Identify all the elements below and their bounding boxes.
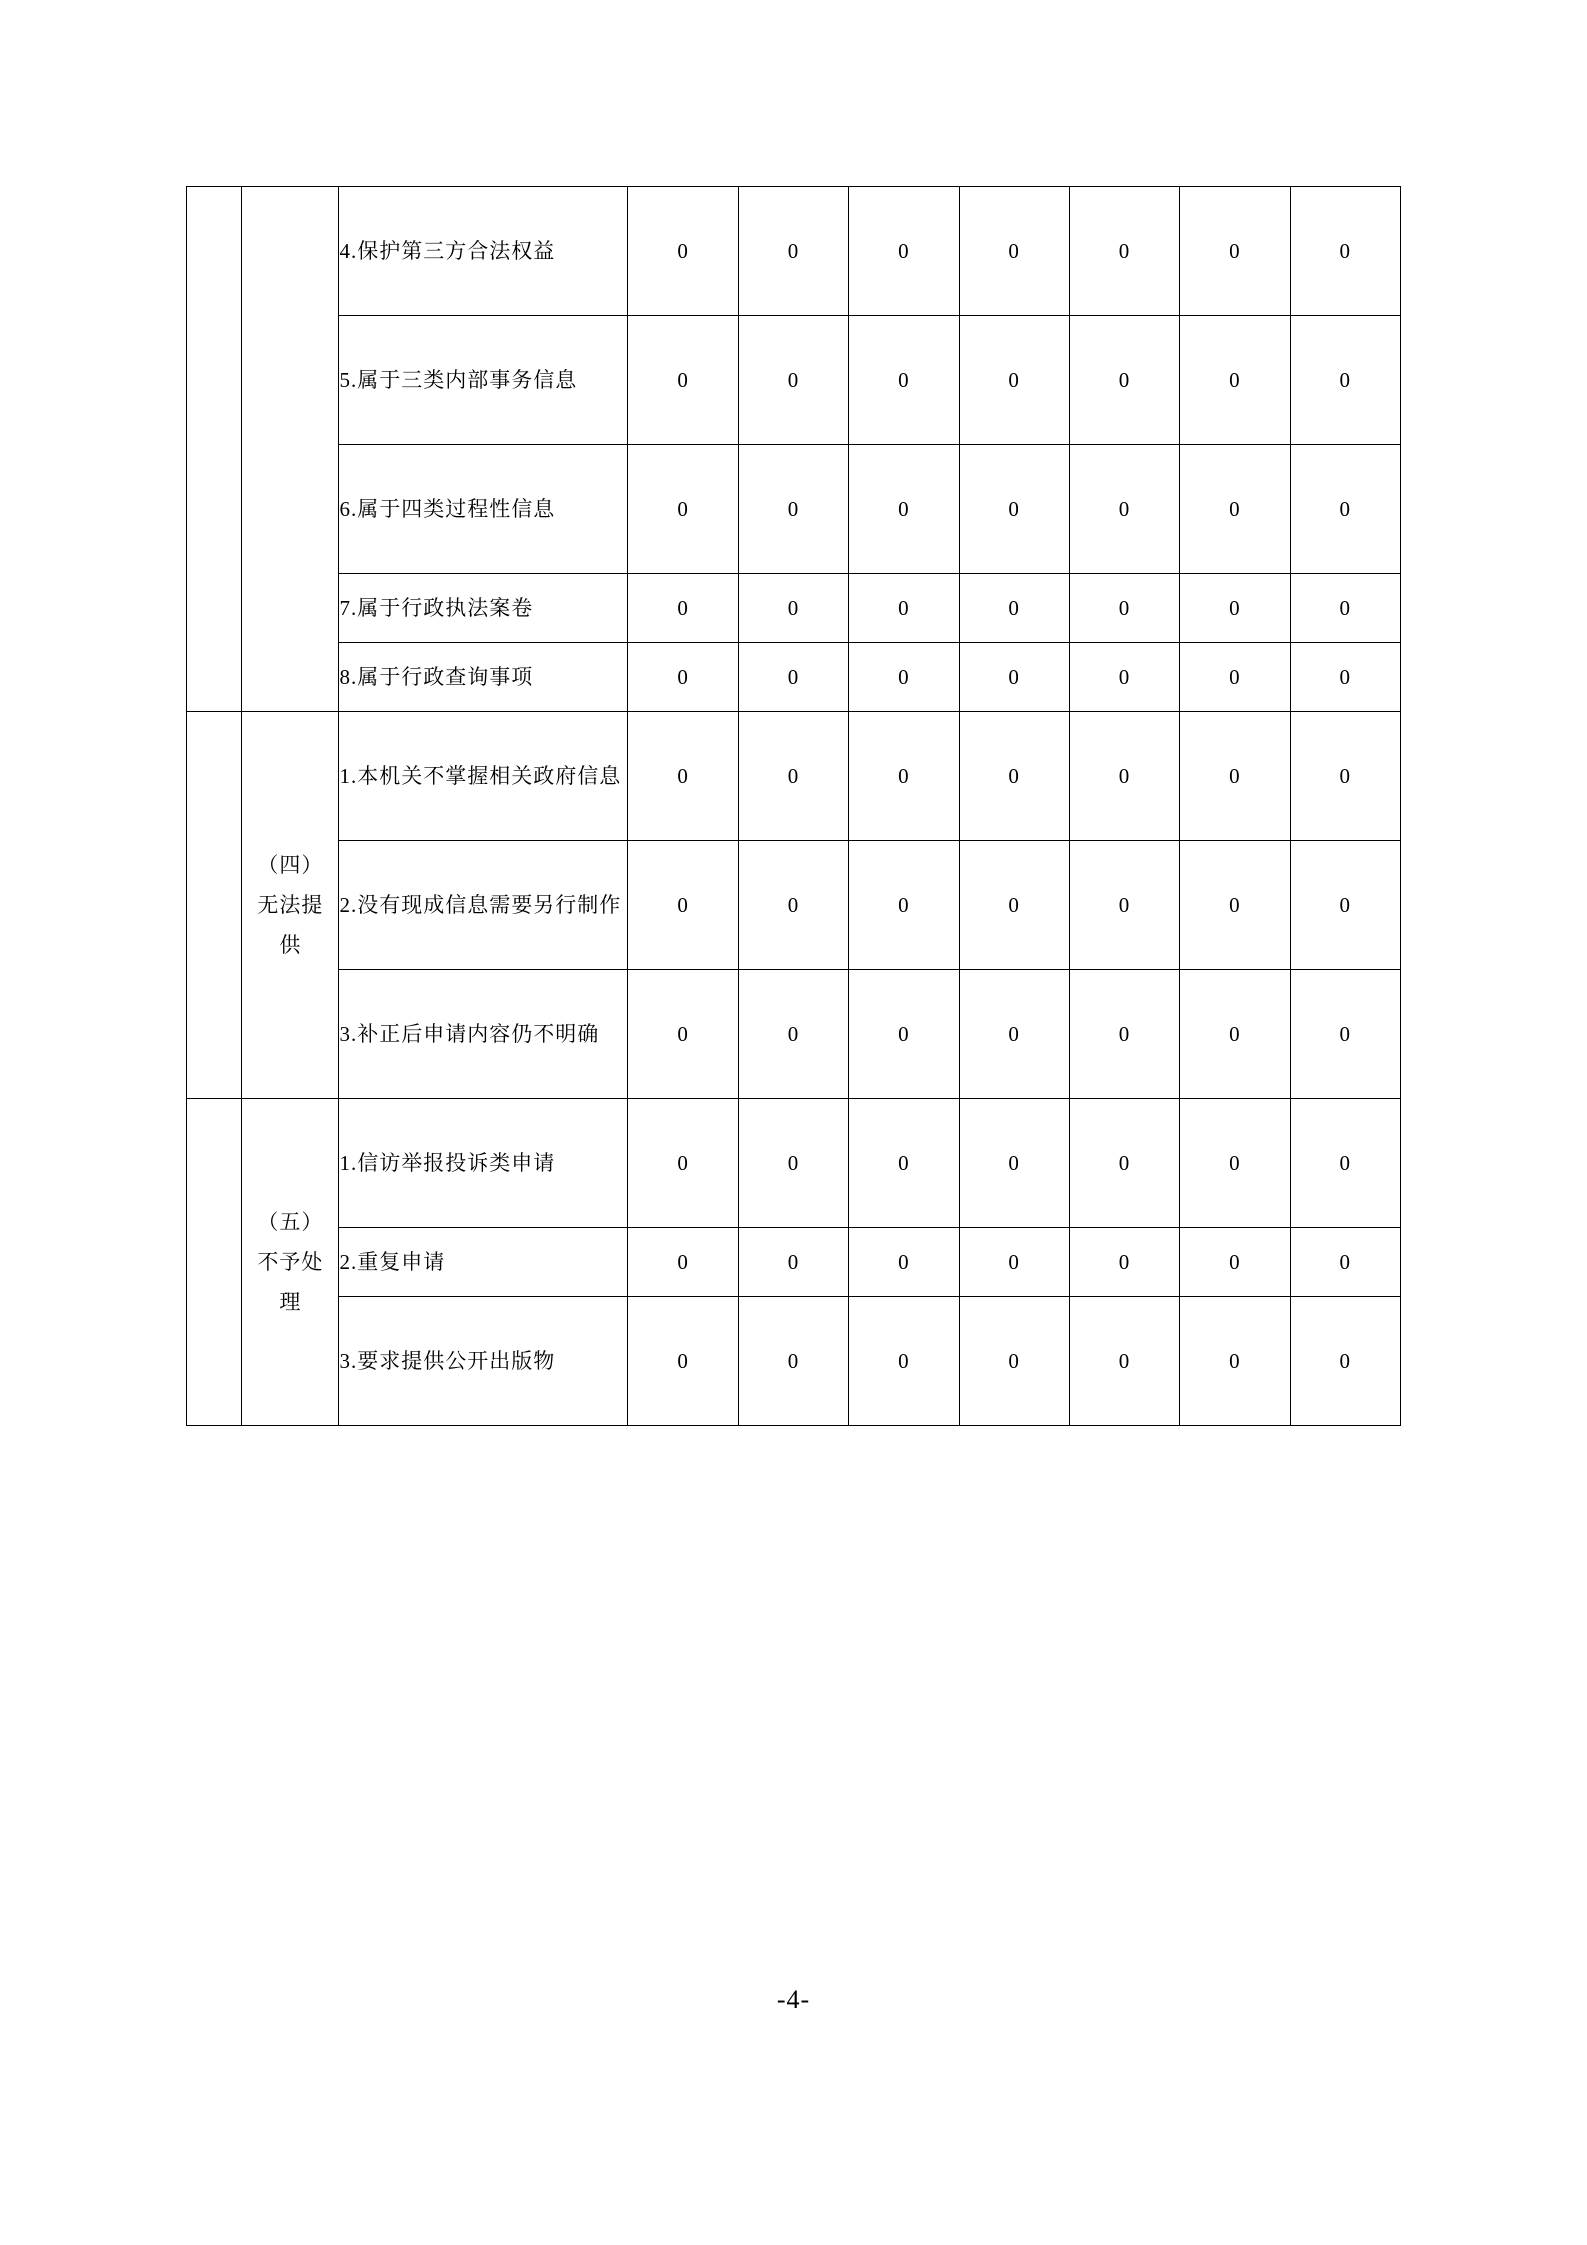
- row-value: 0: [738, 445, 848, 574]
- row-value: 0: [738, 574, 848, 643]
- row-value: 0: [1290, 1297, 1400, 1426]
- row-value: 0: [738, 643, 848, 712]
- row-value: 0: [1290, 445, 1400, 574]
- row-value: 0: [1290, 712, 1400, 841]
- table-row: [187, 574, 1401, 643]
- row-value: 0: [959, 187, 1069, 316]
- row-value: 0: [959, 316, 1069, 445]
- row-value: 0: [628, 712, 738, 841]
- row-value: 0: [1180, 970, 1290, 1099]
- row-label: 5.属于三类内部事务信息: [339, 316, 628, 445]
- category-line: （四）: [257, 853, 324, 877]
- row-label: 8.属于行政查询事项: [339, 643, 628, 712]
- category-line: 不予处: [257, 1250, 324, 1274]
- row-label: 2.重复申请: [339, 1228, 628, 1297]
- row-value: 0: [1069, 970, 1179, 1099]
- row-label: 7.属于行政执法案卷: [339, 574, 628, 643]
- page-number: -4-: [776, 1985, 811, 2014]
- row-value: 0: [1180, 712, 1290, 841]
- row-value: 0: [628, 574, 738, 643]
- row-value: 0: [628, 1297, 738, 1426]
- category-cell-unable-to-provide: [242, 712, 339, 1099]
- row-value: 0: [1180, 574, 1290, 643]
- row-value: 0: [849, 1297, 959, 1426]
- row-value: 0: [1180, 643, 1290, 712]
- row-label: 1.信访举报投诉类申请: [339, 1099, 628, 1228]
- row-value: 0: [628, 316, 738, 445]
- row-value: 0: [849, 316, 959, 445]
- table-row: [187, 1099, 1401, 1228]
- row-value: 0: [849, 574, 959, 643]
- table-row: [187, 841, 1401, 970]
- row-value: 0: [1290, 1099, 1400, 1228]
- row-value: 0: [849, 187, 959, 316]
- row-value: 0: [959, 1297, 1069, 1426]
- row-value: 0: [738, 316, 848, 445]
- row-value: 0: [849, 445, 959, 574]
- row-value: 0: [849, 712, 959, 841]
- row-value: 0: [1069, 445, 1179, 574]
- table-row: [187, 316, 1401, 445]
- row-value: 0: [628, 445, 738, 574]
- row-value: 0: [1180, 1297, 1290, 1426]
- row-label: 6.属于四类过程性信息: [339, 445, 628, 574]
- row-value: 0: [1180, 445, 1290, 574]
- row-value: 0: [849, 970, 959, 1099]
- row-label: 2.没有现成信息需要另行制作: [339, 841, 628, 970]
- outer-category-cell: [187, 712, 242, 1099]
- row-value: 0: [849, 643, 959, 712]
- row-value: 0: [738, 970, 848, 1099]
- row-value: 0: [959, 574, 1069, 643]
- row-value: 0: [1069, 643, 1179, 712]
- row-value: 0: [1069, 574, 1179, 643]
- row-value: 0: [1069, 1099, 1179, 1228]
- table-row: [187, 1228, 1401, 1297]
- row-value: 0: [959, 841, 1069, 970]
- row-value: 0: [1180, 1228, 1290, 1297]
- row-value: 0: [1069, 316, 1179, 445]
- row-value: 0: [1290, 970, 1400, 1099]
- row-value: 0: [738, 1297, 848, 1426]
- row-label: 3.补正后申请内容仍不明确: [339, 970, 628, 1099]
- row-value: 0: [849, 841, 959, 970]
- row-value: 0: [1180, 841, 1290, 970]
- row-value: 0: [959, 712, 1069, 841]
- row-value: 0: [628, 187, 738, 316]
- row-value: 0: [738, 187, 848, 316]
- information-disclosure-table: [186, 186, 1401, 1426]
- row-value: 0: [959, 1228, 1069, 1297]
- row-value: 0: [849, 1228, 959, 1297]
- row-value: 0: [1290, 1228, 1400, 1297]
- row-value: 0: [628, 1228, 738, 1297]
- table-row: [187, 187, 1401, 316]
- category-line: （五）: [257, 1210, 324, 1234]
- row-value: 0: [1290, 316, 1400, 445]
- row-value: 0: [959, 445, 1069, 574]
- table-row: [187, 445, 1401, 574]
- category-line: 理: [279, 1290, 302, 1314]
- category-cell-no-processing: [242, 1099, 339, 1426]
- row-value: 0: [1180, 187, 1290, 316]
- row-value: 0: [1290, 574, 1400, 643]
- row-value: 0: [738, 1099, 848, 1228]
- row-value: 0: [738, 841, 848, 970]
- row-value: 0: [1069, 712, 1179, 841]
- row-value: 0: [959, 643, 1069, 712]
- category-line: 供: [279, 933, 302, 957]
- row-value: 0: [849, 1099, 959, 1228]
- row-label: 1.本机关不掌握相关政府信息: [339, 712, 628, 841]
- table-row: [187, 970, 1401, 1099]
- row-value: 0: [738, 1228, 848, 1297]
- outer-category-cell: [187, 1099, 242, 1426]
- table-row: [187, 643, 1401, 712]
- row-value: 0: [1290, 187, 1400, 316]
- row-label: 4.保护第三方合法权益: [339, 187, 628, 316]
- row-value: 0: [628, 970, 738, 1099]
- category-line: 无法提: [257, 893, 324, 917]
- row-value: 0: [1290, 643, 1400, 712]
- row-value: 0: [1069, 1228, 1179, 1297]
- row-label: 3.要求提供公开出版物: [339, 1297, 628, 1426]
- category-cell-continued: [242, 187, 339, 712]
- row-value: 0: [1180, 1099, 1290, 1228]
- table-row: [187, 712, 1401, 841]
- row-value: 0: [628, 643, 738, 712]
- outer-category-cell: [187, 187, 242, 712]
- row-value: 0: [1180, 316, 1290, 445]
- row-value: 0: [1069, 841, 1179, 970]
- row-value: 0: [628, 1099, 738, 1228]
- row-value: 0: [1290, 841, 1400, 970]
- row-value: 0: [1069, 1297, 1179, 1426]
- row-value: 0: [959, 1099, 1069, 1228]
- row-value: 0: [959, 970, 1069, 1099]
- row-value: 0: [628, 841, 738, 970]
- table-row: [187, 1297, 1401, 1426]
- row-value: 0: [1069, 187, 1179, 316]
- row-value: 0: [738, 712, 848, 841]
